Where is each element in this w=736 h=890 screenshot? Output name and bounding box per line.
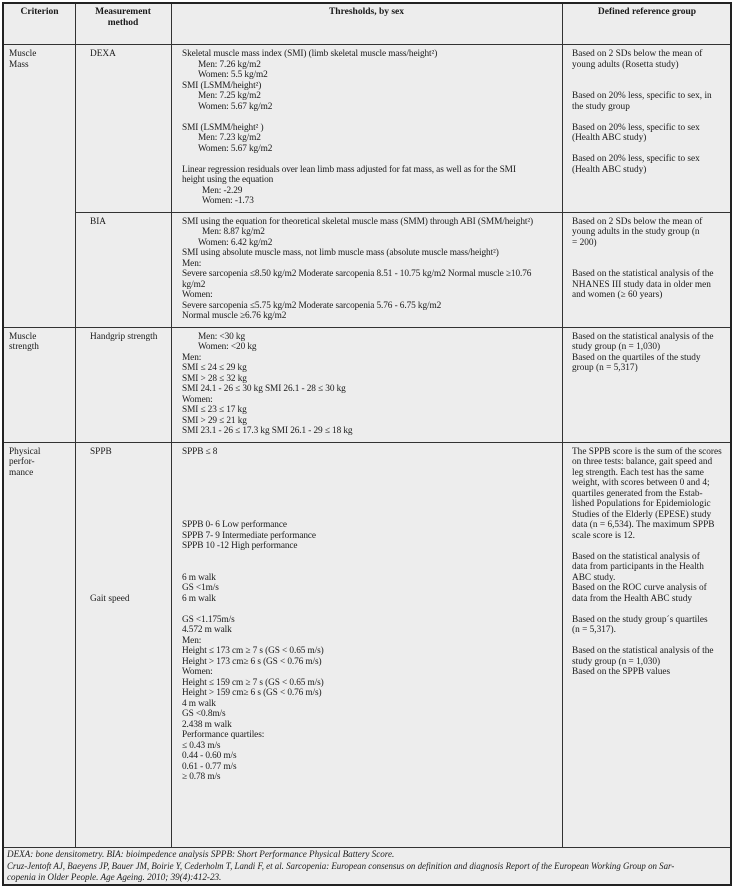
cell-line: Men: -2.29 <box>202 185 243 196</box>
cell-line <box>182 112 560 123</box>
cell-line: Based on the statistical analysis of the <box>572 646 714 656</box>
criterion-cell <box>9 49 73 70</box>
cell-line: SMI (LSMM/height² ) <box>182 122 264 133</box>
cell-line: Women: <box>182 290 213 300</box>
cell-line: Physical <box>9 446 41 457</box>
column-divider <box>562 4 563 847</box>
cell-line <box>572 70 730 81</box>
header-reference: Defined reference group <box>597 7 697 17</box>
cell-line: Height ≤ 173 cm ≥ 7 s (GS < 0.65 m/s) <box>182 646 324 656</box>
footnote <box>7 849 729 884</box>
cell-line: scale score is 12. <box>572 530 635 541</box>
method-cell: Handgrip strength <box>90 331 158 342</box>
cell-line: the study group <box>572 101 630 112</box>
cell-line: Women: <box>182 667 213 677</box>
cell-line: Men: 7.23 kg/m2 <box>198 133 261 143</box>
cell-line: (Health ABC study) <box>572 133 647 143</box>
cell-line: ABC study. <box>572 572 616 583</box>
criterion-cell <box>9 447 73 479</box>
cell-line: Women: 5.67 kg/m2 <box>198 101 273 112</box>
cell-line: data from participants in the Health <box>572 562 704 572</box>
cell-line: SMI using the equation for theoretical skeletal muscle mass (SMM) through ABI (SMM/height²) <box>182 216 534 227</box>
reference-cell <box>572 49 730 175</box>
cell-line: study group (n = 1,030) <box>572 656 661 667</box>
cell-line: SMI > 29 ≤ 21 kg <box>182 415 247 426</box>
cell-line: weight, with scores between 0 and 4; <box>572 478 710 488</box>
footnote-abbreviations: DEXA: bone densitometry. BIA: bioimpedence analysis SPPB: Short Performance Physical Battery Score. <box>7 849 395 859</box>
cell-line: Women: 6.42 kg/m2 <box>198 237 273 248</box>
cell-line: Based on 20% less, specific to sex <box>572 122 700 133</box>
cell-line: Muscle <box>9 331 37 342</box>
cell-line <box>182 510 560 521</box>
cell-line: data from the Health ABC study <box>572 593 693 604</box>
header-criterion: Criterion <box>20 7 59 17</box>
cell-line: SPPB 7- 9 Intermediate performance <box>182 530 316 541</box>
column-divider <box>75 4 76 847</box>
cell-line: Based on 20% less, specific to sex, in <box>572 91 712 101</box>
footnote-citation-cont: copenia in Older People. Age Ageing. 2010; 39(4):412-23. <box>7 872 222 882</box>
row-divider <box>4 442 730 443</box>
cell-line: (Health ABC study) <box>572 164 647 175</box>
cell-line: and women (≥ 60 years) <box>572 290 663 300</box>
cell-line: SPPB ≤ 8 <box>182 446 218 457</box>
cell-line: Normal muscle ≥6.76 kg/m2 <box>182 311 287 321</box>
cell-line: Based on the statistical analysis of the <box>572 331 714 342</box>
cell-line <box>182 478 560 489</box>
reference-cell <box>572 217 730 301</box>
method-cell: SPPB <box>90 446 112 457</box>
cell-line: Men: 7.25 kg/m2 <box>198 91 261 101</box>
cell-line: GS <0.8m/s <box>182 709 226 719</box>
cell-line <box>572 604 730 615</box>
cell-line: Linear regression residuals over lean limb mass adjusted for fat mass, as well as for the SMI <box>182 164 516 175</box>
thresholds-cell <box>182 217 560 322</box>
cell-line: (n = 5,317). <box>572 625 616 635</box>
row-divider <box>4 327 730 328</box>
cell-line <box>182 552 560 563</box>
cell-line: Based on 20% less, specific to sex <box>572 154 700 164</box>
header-method-line: method <box>107 18 139 28</box>
reference-cell <box>572 332 730 374</box>
cell-line: young adults in the study group (n <box>572 227 700 237</box>
cell-line: Women: <20 kg <box>198 342 257 352</box>
cell-line: SMI ≤ 24 ≤ 29 kg <box>182 363 247 373</box>
cell-line: Severe sarcopenia ≤5.75 kg/m2 Moderate sarcopenia 5.76 - 6.75 kg/m2 <box>182 300 442 311</box>
header-thresholds: Thresholds, by sex <box>328 7 405 17</box>
cell-line: Based on 2 SDs below the mean of <box>572 49 703 59</box>
cell-line: Severe sarcopenia ≤8.50 kg/m2 Moderate sarcopenia 8.51 - 10.75 kg/m2 Normal muscle ≥10.76 <box>182 269 532 279</box>
method-cell: BIA <box>90 216 107 227</box>
header-method <box>75 7 171 29</box>
cell-line: SMI 24.1 - 26 ≤ 30 kg SMI 26.1 - 28 ≤ 30 kg <box>182 384 346 394</box>
thresholds-cell <box>182 447 560 783</box>
cell-line: Based on the statistical analysis of the <box>572 269 714 279</box>
cell-line: group (n = 5,317) <box>572 363 638 373</box>
cell-line: Based on the SPPB values <box>572 667 671 677</box>
cell-line: Men: <box>182 635 202 646</box>
cell-line: SPPB 10 -12 High performance <box>182 541 298 551</box>
cell-line: SPPB 0- 6 Low performance <box>182 520 287 530</box>
cell-line: strength <box>9 342 39 352</box>
reference-cell <box>572 447 730 678</box>
thresholds-cell <box>182 49 560 207</box>
cell-line: leg strength. Each test has the same <box>572 467 704 478</box>
header-divider <box>4 44 730 45</box>
cell-line: data (n = 6,534). The maximum SPPB <box>572 520 715 530</box>
cell-line: SMI > 28 ≤ 32 kg <box>182 373 247 384</box>
cell-line: 0.44 - 0.60 m/s <box>182 751 237 761</box>
cell-line: kg/m2 <box>182 279 206 290</box>
cell-line: GS <1.175m/s <box>182 614 235 625</box>
cell-line: Men: 8.87 kg/m2 <box>202 227 265 237</box>
cell-line: 6 m walk <box>182 593 216 604</box>
cell-line <box>182 468 560 479</box>
cell-line: young adults (Rosetta study) <box>572 59 679 70</box>
cell-line: Men: <box>182 258 202 269</box>
cell-line: Height > 173 cm≥ 6 s (GS < 0.76 m/s) <box>182 656 322 667</box>
cell-line: Muscle <box>9 49 37 59</box>
header-method-line: Measurement <box>95 7 151 17</box>
cell-line: The SPPB score is the sum of the scores <box>572 446 722 457</box>
cell-line: lished Populations for Epidemiologic <box>572 499 711 509</box>
cell-line: SMI using absolute muscle mass, not limb muscle mass (absolute muscle mass/height²) <box>182 248 499 258</box>
cell-line <box>182 489 560 500</box>
cell-line <box>572 112 730 123</box>
cell-line: Women: <box>182 394 213 405</box>
thresholds-cell <box>182 332 560 437</box>
cell-line <box>182 604 560 615</box>
cell-line: SMI (LSMM/height²) <box>182 80 262 91</box>
cell-line: Women: -1.73 <box>202 196 254 206</box>
row-divider <box>75 212 730 213</box>
cell-line: Studies of the Elderly (EPESE) study <box>572 509 712 520</box>
criteria-table <box>2 2 732 886</box>
cell-line: on three tests: balance, gait speed and <box>572 457 713 467</box>
cell-line: Performance quartiles: <box>182 730 265 740</box>
cell-line: ≥ 0.78 m/s <box>182 772 221 782</box>
cell-line: ≤ 0.43 m/s <box>182 740 221 751</box>
cell-line: quartiles generated from the Estab- <box>572 488 703 499</box>
cell-line: Skeletal muscle mass index (SMI) (limb skeletal muscle mass/height²) <box>182 49 438 59</box>
cell-line: Height > 159 cm≥ 6 s (GS < 0.76 m/s) <box>182 688 322 698</box>
cell-line: Based on 2 SDs below the mean of <box>572 216 703 227</box>
cell-line: Height ≤ 159 cm ≥ 7 s (GS < 0.65 m/s) <box>182 677 324 688</box>
cell-line: = 200) <box>572 237 597 248</box>
cell-line: NHANES III study data in older men <box>572 279 711 290</box>
cell-line: 2.438 m walk <box>182 719 232 730</box>
cell-line <box>182 499 560 510</box>
cell-line <box>182 457 560 468</box>
cell-line: Based on the quartiles of the study <box>572 352 701 363</box>
cell-line <box>182 562 560 573</box>
cell-line <box>572 81 730 92</box>
cell-line <box>182 154 560 165</box>
cell-line: Based on the study group´s quartiles <box>572 614 708 625</box>
cell-line: 6 m walk <box>182 572 216 583</box>
cell-line: GS <1m/s <box>182 583 219 593</box>
cell-line: SMI 23.1 - 26 ≤ 17.3 kg SMI 26.1 - 29 ≤ 18 kg <box>182 426 353 436</box>
cell-line: Based on the ROC curve analysis of <box>572 583 707 593</box>
criterion-cell <box>9 332 73 353</box>
cell-line: SMI ≤ 23 ≤ 17 kg <box>182 405 247 415</box>
cell-line <box>572 541 730 552</box>
method-cell: DEXA <box>90 49 116 59</box>
cell-line <box>572 248 730 259</box>
cell-line: perfor- <box>9 457 35 467</box>
cell-line <box>572 259 730 270</box>
cell-line: 4 m walk <box>182 698 216 709</box>
cell-line <box>572 144 730 155</box>
cell-line: Men: <30 kg <box>198 331 246 342</box>
cell-line: 4.572 m walk <box>182 625 232 635</box>
cell-line: Men: 7.26 kg/m2 <box>198 59 261 70</box>
cell-line: Women: 5.67 kg/m2 <box>198 143 273 154</box>
cell-line: Men: <box>182 352 202 363</box>
cell-line: height using the equation <box>182 175 274 185</box>
cell-line: Women: 5.5 kg/m2 <box>198 70 268 80</box>
footnote-citation: Cruz-Jentoft AJ, Baeyens JP, Bauer JM, Boirie Y, Cederholm T, Landi F, et al. Sarcopenia: European consensus on definition and diagnosis Report of the European Working Group on Sar- <box>7 860 675 871</box>
cell-line: study group (n = 1,030) <box>572 342 661 352</box>
cell-line: mance <box>9 467 34 478</box>
cell-line: Mass <box>9 59 29 70</box>
cell-line: Based on the statistical analysis of <box>572 551 700 562</box>
cell-line <box>572 636 730 647</box>
column-divider <box>171 4 172 847</box>
method-cell: Gait speed <box>90 593 130 604</box>
footer-divider <box>4 847 730 848</box>
cell-line: 0.61 - 0.77 m/s <box>182 761 237 772</box>
